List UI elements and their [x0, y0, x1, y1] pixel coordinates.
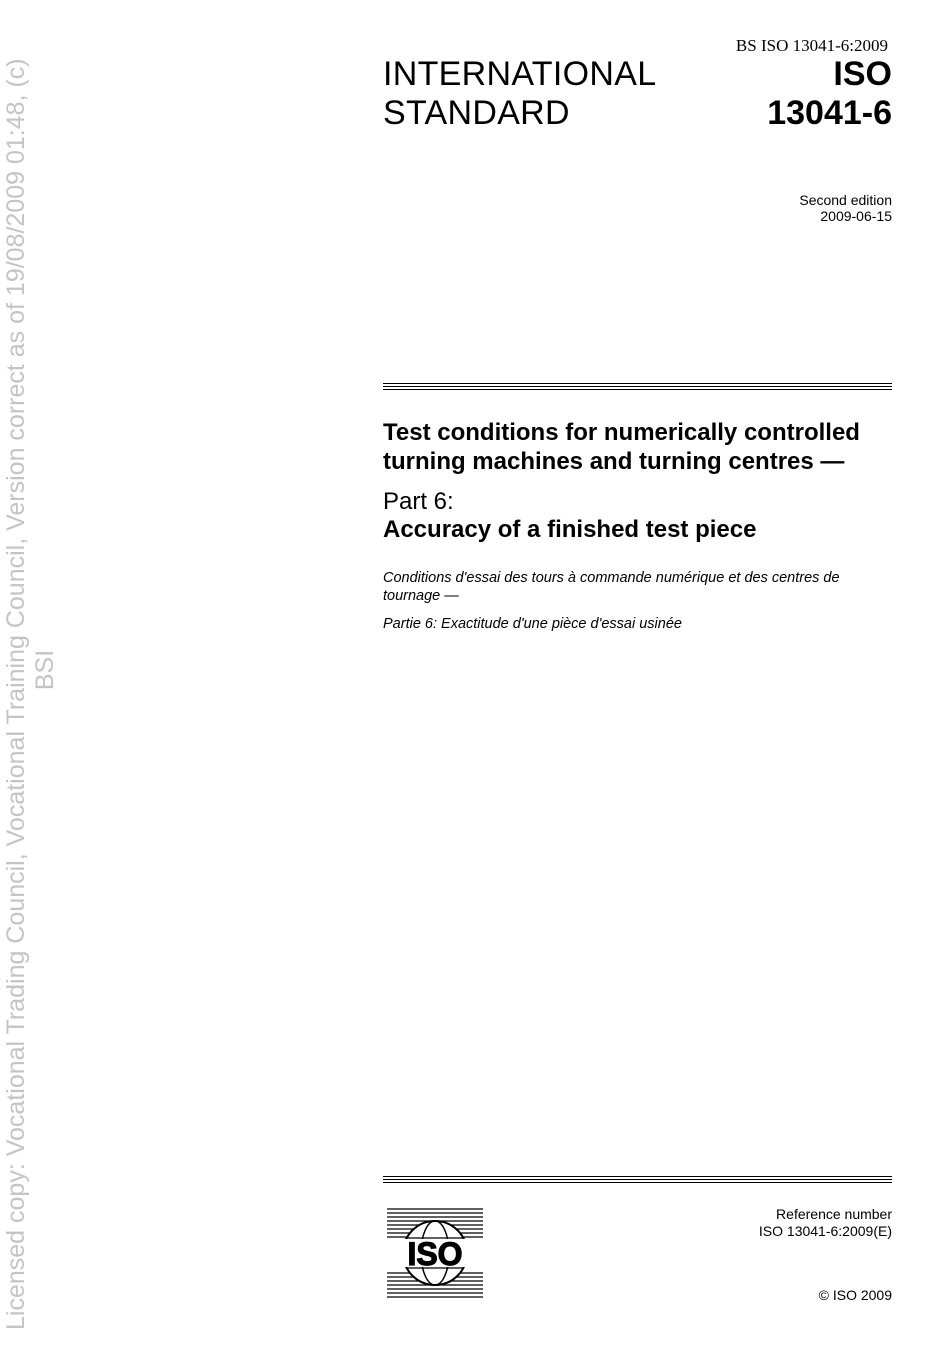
french-title-line-2: tournage — [383, 587, 459, 604]
top-divider [383, 383, 892, 390]
main-title-line-1: Test conditions for numerically controlled [383, 419, 860, 446]
iso-logo-icon [385, 1206, 485, 1301]
part-label: Part 6: [383, 488, 454, 515]
watermark-line-1: Licensed copy: Vocational Trading Council, Vocational Training Council, Version correct as of 19/08/2009 01:48, (c) [2, 58, 30, 1330]
document-type-line-1: INTERNATIONAL [383, 55, 657, 93]
copyright-notice: © ISO 2009 [818, 1287, 892, 1303]
part-title: Accuracy of a finished test piece [383, 516, 757, 543]
document-type [383, 55, 656, 133]
standard-number [767, 55, 892, 133]
document-type-line-2: STANDARD [383, 94, 570, 132]
license-watermark [0, 0, 80, 1345]
edition-info [799, 192, 892, 224]
svg-text:ISO: ISO [407, 1236, 463, 1272]
reference-block [759, 1206, 892, 1240]
bs-standard-number: BS ISO 13041-6:2009 [735, 36, 888, 55]
watermark-line-2: BSI [31, 649, 59, 691]
french-title [383, 570, 903, 605]
french-title-line-1: Conditions d'essai des tours à commande numérique et des centres de [383, 570, 840, 586]
standard-number-value: 13041-6 [767, 94, 892, 132]
edition-label: Second edition [799, 192, 892, 208]
french-part-title: Partie 6: Exactitude d'une pièce d'essai usinée [383, 616, 682, 632]
reference-label: Reference number [776, 1206, 892, 1222]
main-title [383, 418, 903, 476]
edition-date: 2009-06-15 [820, 208, 892, 224]
main-title-line-2: turning machines and turning centres — [383, 448, 845, 475]
bottom-divider [383, 1176, 892, 1183]
standard-number-prefix: ISO [833, 55, 892, 93]
reference-number: ISO 13041-6:2009(E) [758, 1223, 892, 1239]
